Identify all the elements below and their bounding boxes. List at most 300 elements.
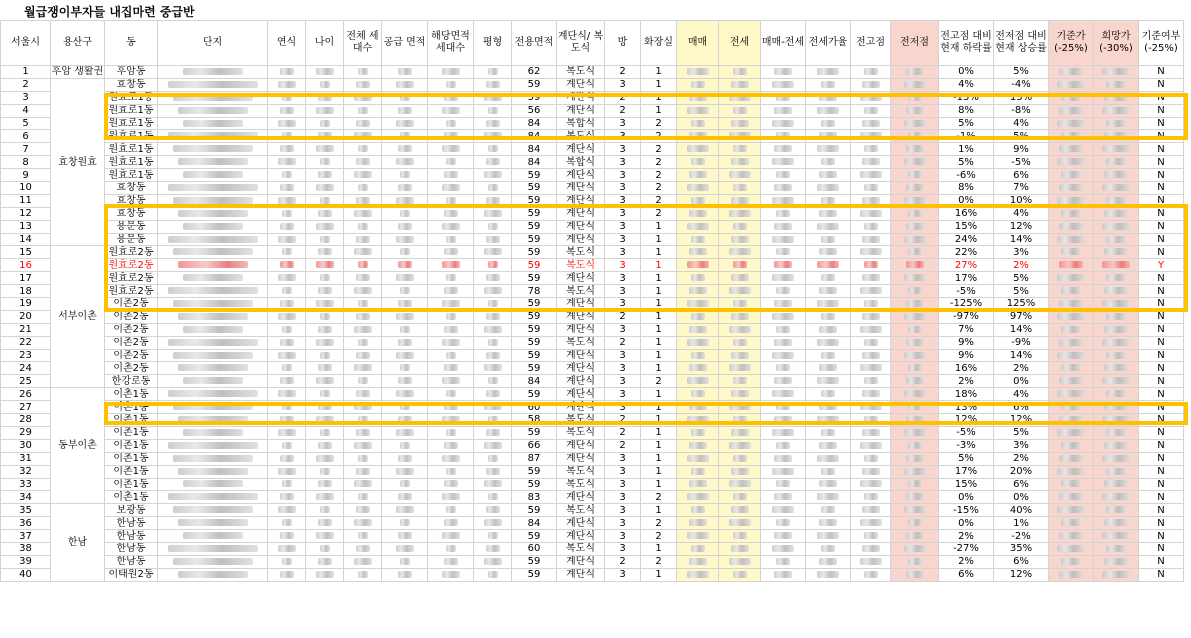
- redacted-cell: [382, 259, 428, 272]
- redacted-value: [173, 197, 253, 204]
- redacted-value: [444, 519, 458, 526]
- flag-cell: N: [1139, 517, 1184, 530]
- dong-cell: 이태원2동: [105, 568, 158, 581]
- redacted-value: [687, 532, 709, 539]
- redacted-value: [280, 571, 294, 578]
- target-price-cell: [1049, 388, 1094, 401]
- region-label: 효창원효: [51, 78, 105, 246]
- redacted-value: [817, 455, 839, 462]
- redacted-cell: [761, 555, 806, 568]
- redacted-value: [484, 364, 502, 371]
- redacted-value: [774, 339, 792, 346]
- redacted-value: [488, 377, 498, 384]
- redacted-cell: [344, 78, 382, 91]
- type-cell: 계단식: [557, 310, 605, 323]
- redacted-value: [776, 171, 790, 178]
- table-row: [1, 323, 1184, 336]
- redacted-cell: [474, 207, 512, 220]
- redacted-value: [904, 352, 926, 359]
- redacted-value: [729, 171, 751, 178]
- table-row: [1, 414, 1184, 427]
- redacted-cell: [306, 310, 344, 323]
- redacted-value: [1057, 197, 1085, 204]
- column-header: 기준여부 (-25%): [1139, 21, 1184, 66]
- drop-rate-cell: 22%: [939, 246, 994, 259]
- redacted-value: [442, 416, 460, 423]
- redacted-cell: [268, 478, 306, 491]
- price-cell: [677, 349, 719, 362]
- rise-rate-cell: 5%: [994, 426, 1049, 439]
- redacted-value: [354, 132, 372, 139]
- redacted-value: [819, 480, 837, 487]
- price-cell: [677, 130, 719, 143]
- redacted-cell: [268, 504, 306, 517]
- area-cell: 62: [512, 66, 557, 79]
- area-cell: 59: [512, 568, 557, 581]
- redacted-cell: [761, 78, 806, 91]
- redacted-value: [864, 416, 878, 423]
- rooms-cell: 2: [605, 336, 641, 349]
- flag-cell: N: [1139, 117, 1184, 130]
- redacted-value: [733, 571, 747, 578]
- drop-rate-cell: 2%: [939, 555, 994, 568]
- redacted-cell: [344, 478, 382, 491]
- redacted-value: [687, 377, 709, 384]
- complex-cell: [158, 78, 268, 91]
- rise-rate-cell: 40%: [994, 504, 1049, 517]
- redacted-cell: [806, 465, 851, 478]
- row-number: 2: [1, 78, 51, 91]
- row-number: 10: [1, 182, 51, 195]
- redacted-cell: [806, 272, 851, 285]
- redacted-value: [772, 545, 794, 552]
- redacted-cell: [474, 517, 512, 530]
- redacted-value: [729, 210, 751, 217]
- dong-cell: 보광동: [105, 504, 158, 517]
- drop-rate-cell: 5%: [939, 156, 994, 169]
- redacted-cell: [474, 143, 512, 156]
- flag-cell: N: [1139, 310, 1184, 323]
- redacted-value: [444, 480, 458, 487]
- redacted-cell: [851, 78, 891, 91]
- redacted-value: [733, 300, 747, 307]
- rooms-cell: 2: [605, 426, 641, 439]
- redacted-value: [316, 416, 334, 423]
- redacted-value: [862, 236, 880, 243]
- redacted-value: [396, 390, 414, 397]
- dong-cell: 이촌2동: [105, 310, 158, 323]
- low-cell: [891, 504, 939, 517]
- redacted-value: [1104, 94, 1128, 101]
- redacted-value: [731, 545, 749, 552]
- row-number: 31: [1, 452, 51, 465]
- table-row: [1, 78, 1184, 91]
- redacted-value: [689, 558, 707, 565]
- redacted-value: [442, 339, 460, 346]
- apartment-table: [0, 20, 1184, 582]
- redacted-value: [444, 364, 458, 371]
- type-cell: 계단식: [557, 78, 605, 91]
- redacted-value: [442, 261, 460, 268]
- redacted-value: [864, 223, 878, 230]
- redacted-cell: [306, 285, 344, 298]
- redacted-cell: [268, 78, 306, 91]
- redacted-cell: [851, 182, 891, 195]
- redacted-cell: [474, 156, 512, 169]
- redacted-cell: [806, 169, 851, 182]
- column-header: 전체 세대수: [344, 21, 382, 66]
- target-price-cell: [1094, 130, 1139, 143]
- redacted-cell: [474, 182, 512, 195]
- redacted-value: [731, 236, 749, 243]
- redacted-value: [729, 94, 751, 101]
- redacted-value: [862, 506, 880, 513]
- price-cell: [719, 388, 761, 401]
- redacted-value: [282, 287, 292, 294]
- redacted-cell: [344, 517, 382, 530]
- drop-rate-cell: 0%: [939, 491, 994, 504]
- redacted-cell: [474, 504, 512, 517]
- redacted-value: [774, 223, 792, 230]
- redacted-value: [1106, 158, 1126, 165]
- redacted-value: [484, 403, 502, 410]
- price-cell: [677, 478, 719, 491]
- dong-cell: 이촌1동: [105, 388, 158, 401]
- redacted-cell: [306, 388, 344, 401]
- redacted-value: [282, 558, 292, 565]
- low-cell: [891, 207, 939, 220]
- redacted-cell: [428, 465, 474, 478]
- redacted-cell: [474, 478, 512, 491]
- flag-cell: N: [1139, 78, 1184, 91]
- redacted-cell: [428, 156, 474, 169]
- redacted-value: [183, 223, 243, 230]
- area-cell: 59: [512, 349, 557, 362]
- complex-cell: [158, 414, 268, 427]
- price-cell: [719, 207, 761, 220]
- redacted-value: [1059, 68, 1083, 75]
- redacted-value: [729, 519, 751, 526]
- flag-cell: N: [1139, 530, 1184, 543]
- redacted-value: [772, 120, 794, 127]
- redacted-value: [282, 326, 292, 333]
- redacted-value: [398, 571, 412, 578]
- type-cell: 복합식: [557, 117, 605, 130]
- redacted-value: [354, 480, 372, 487]
- redacted-cell: [268, 194, 306, 207]
- redacted-value: [442, 68, 460, 75]
- redacted-value: [864, 145, 878, 152]
- redacted-cell: [268, 259, 306, 272]
- target-price-cell: [1049, 555, 1094, 568]
- flag-cell: N: [1139, 452, 1184, 465]
- type-cell: 계단식: [557, 517, 605, 530]
- redacted-cell: [474, 272, 512, 285]
- redacted-value: [731, 120, 749, 127]
- target-price-cell: [1094, 375, 1139, 388]
- redacted-cell: [474, 362, 512, 375]
- redacted-value: [691, 158, 705, 165]
- redacted-value: [1102, 377, 1130, 384]
- redacted-value: [1106, 274, 1126, 281]
- redacted-cell: [806, 66, 851, 79]
- rise-rate-cell: 35%: [994, 542, 1049, 555]
- redacted-cell: [382, 156, 428, 169]
- redacted-value: [318, 558, 332, 565]
- area-cell: 59: [512, 388, 557, 401]
- redacted-value: [821, 390, 835, 397]
- redacted-cell: [761, 104, 806, 117]
- redacted-value: [819, 132, 837, 139]
- target-price-cell: [1049, 414, 1094, 427]
- redacted-value: [168, 81, 258, 88]
- redacted-value: [817, 300, 839, 307]
- redacted-value: [183, 429, 243, 436]
- column-header: 전고점: [851, 21, 891, 66]
- redacted-cell: [344, 272, 382, 285]
- redacted-value: [772, 236, 794, 243]
- table-body: [1, 66, 1184, 582]
- redacted-value: [864, 107, 878, 114]
- redacted-cell: [344, 568, 382, 581]
- redacted-cell: [428, 323, 474, 336]
- complex-cell: [158, 504, 268, 517]
- redacted-value: [772, 313, 794, 320]
- column-header: 전세: [719, 21, 761, 66]
- redacted-value: [1102, 184, 1130, 191]
- column-header: 연식: [268, 21, 306, 66]
- redacted-value: [1061, 326, 1081, 333]
- redacted-value: [484, 558, 502, 565]
- row-number: 38: [1, 542, 51, 555]
- redacted-value: [1102, 107, 1130, 114]
- rise-rate-cell: 7%: [994, 182, 1049, 195]
- flag-cell: N: [1139, 555, 1184, 568]
- redacted-value: [731, 429, 749, 436]
- target-price-cell: [1094, 336, 1139, 349]
- redacted-cell: [474, 465, 512, 478]
- redacted-value: [817, 339, 839, 346]
- redacted-cell: [806, 182, 851, 195]
- rise-rate-cell: 9%: [994, 143, 1049, 156]
- complex-cell: [158, 259, 268, 272]
- area-cell: 59: [512, 246, 557, 259]
- redacted-cell: [344, 388, 382, 401]
- redacted-cell: [268, 143, 306, 156]
- redacted-cell: [428, 568, 474, 581]
- redacted-value: [860, 558, 882, 565]
- price-cell: [719, 542, 761, 555]
- redacted-value: [821, 81, 835, 88]
- drop-rate-cell: 0%: [939, 66, 994, 79]
- redacted-cell: [761, 66, 806, 79]
- redacted-value: [691, 545, 705, 552]
- redacted-cell: [344, 194, 382, 207]
- redacted-value: [817, 416, 839, 423]
- redacted-value: [278, 274, 296, 281]
- redacted-value: [776, 287, 790, 294]
- redacted-value: [774, 107, 792, 114]
- redacted-cell: [268, 336, 306, 349]
- type-cell: 복도식: [557, 542, 605, 555]
- redacted-value: [691, 468, 705, 475]
- redacted-cell: [851, 143, 891, 156]
- dong-cell: 이촌1동: [105, 465, 158, 478]
- redacted-value: [396, 197, 414, 204]
- redacted-value: [908, 248, 922, 255]
- price-cell: [677, 336, 719, 349]
- redacted-cell: [344, 66, 382, 79]
- redacted-cell: [474, 194, 512, 207]
- low-cell: [891, 401, 939, 414]
- redacted-value: [444, 326, 458, 333]
- rise-rate-cell: 0%: [994, 491, 1049, 504]
- row-number: 34: [1, 491, 51, 504]
- dong-cell: 원효로1동: [105, 130, 158, 143]
- redacted-value: [354, 171, 372, 178]
- redacted-cell: [382, 130, 428, 143]
- complex-cell: [158, 91, 268, 104]
- redacted-value: [398, 223, 412, 230]
- redacted-cell: [382, 194, 428, 207]
- flag-cell: N: [1139, 194, 1184, 207]
- redacted-value: [442, 145, 460, 152]
- redacted-value: [906, 416, 924, 423]
- redacted-cell: [306, 78, 344, 91]
- dong-cell: 한남동: [105, 530, 158, 543]
- low-cell: [891, 323, 939, 336]
- type-cell: 계단식: [557, 323, 605, 336]
- redacted-value: [442, 571, 460, 578]
- low-cell: [891, 156, 939, 169]
- flag-cell: N: [1139, 220, 1184, 233]
- redacted-value: [1102, 571, 1130, 578]
- rooms-cell: 3: [605, 530, 641, 543]
- redacted-value: [1057, 274, 1085, 281]
- redacted-value: [689, 94, 707, 101]
- redacted-value: [398, 261, 412, 268]
- baths-cell: 1: [641, 439, 677, 452]
- dong-cell: 효창동: [105, 78, 158, 91]
- complex-cell: [158, 401, 268, 414]
- redacted-value: [183, 480, 243, 487]
- drop-rate-cell: 7%: [939, 323, 994, 336]
- table-row: [1, 182, 1184, 195]
- redacted-value: [484, 519, 502, 526]
- row-number: 39: [1, 555, 51, 568]
- target-price-cell: [1049, 426, 1094, 439]
- redacted-cell: [382, 349, 428, 362]
- redacted-value: [904, 158, 926, 165]
- price-cell: [719, 259, 761, 272]
- redacted-cell: [382, 104, 428, 117]
- complex-cell: [158, 182, 268, 195]
- redacted-cell: [344, 298, 382, 311]
- target-price-cell: [1094, 323, 1139, 336]
- redacted-cell: [382, 91, 428, 104]
- price-cell: [719, 530, 761, 543]
- redacted-value: [442, 223, 460, 230]
- target-price-cell: [1094, 568, 1139, 581]
- low-cell: [891, 568, 939, 581]
- redacted-cell: [344, 323, 382, 336]
- redacted-value: [1061, 480, 1081, 487]
- redacted-value: [316, 300, 334, 307]
- redacted-cell: [268, 555, 306, 568]
- redacted-cell: [428, 388, 474, 401]
- redacted-cell: [428, 143, 474, 156]
- redacted-cell: [382, 298, 428, 311]
- redacted-value: [864, 339, 878, 346]
- redacted-value: [358, 184, 368, 191]
- redacted-cell: [428, 298, 474, 311]
- redacted-value: [1059, 300, 1083, 307]
- area-cell: 59: [512, 555, 557, 568]
- redacted-value: [908, 403, 922, 410]
- redacted-value: [860, 480, 882, 487]
- area-cell: 59: [512, 78, 557, 91]
- dong-cell: 이촌2동: [105, 362, 158, 375]
- redacted-value: [1106, 236, 1126, 243]
- redacted-cell: [268, 117, 306, 130]
- redacted-cell: [306, 401, 344, 414]
- redacted-cell: [306, 465, 344, 478]
- redacted-value: [488, 300, 498, 307]
- redacted-value: [173, 403, 253, 410]
- rooms-cell: 3: [605, 517, 641, 530]
- drop-rate-cell: 8%: [939, 182, 994, 195]
- redacted-value: [904, 313, 926, 320]
- type-cell: 계단식: [557, 169, 605, 182]
- redacted-value: [168, 390, 258, 397]
- redacted-cell: [268, 517, 306, 530]
- redacted-value: [819, 519, 837, 526]
- redacted-value: [817, 107, 839, 114]
- redacted-value: [354, 403, 372, 410]
- redacted-cell: [761, 207, 806, 220]
- row-number: 25: [1, 375, 51, 388]
- low-cell: [891, 310, 939, 323]
- redacted-value: [1057, 236, 1085, 243]
- redacted-value: [173, 145, 253, 152]
- redacted-value: [400, 210, 410, 217]
- price-cell: [719, 504, 761, 517]
- drop-rate-cell: -6%: [939, 169, 994, 182]
- rise-rate-cell: 97%: [994, 310, 1049, 323]
- redacted-cell: [344, 117, 382, 130]
- redacted-value: [282, 171, 292, 178]
- redacted-value: [860, 403, 882, 410]
- redacted-value: [817, 377, 839, 384]
- redacted-value: [320, 236, 330, 243]
- target-price-cell: [1094, 285, 1139, 298]
- redacted-value: [278, 390, 296, 397]
- redacted-cell: [344, 91, 382, 104]
- redacted-value: [354, 287, 372, 294]
- rooms-cell: 2: [605, 91, 641, 104]
- redacted-cell: [761, 478, 806, 491]
- low-cell: [891, 91, 939, 104]
- redacted-value: [1059, 571, 1083, 578]
- redacted-value: [1102, 493, 1130, 500]
- redacted-value: [1106, 429, 1126, 436]
- redacted-value: [282, 403, 292, 410]
- baths-cell: 2: [641, 117, 677, 130]
- redacted-cell: [474, 310, 512, 323]
- redacted-cell: [851, 517, 891, 530]
- redacted-value: [168, 545, 258, 552]
- redacted-value: [689, 442, 707, 449]
